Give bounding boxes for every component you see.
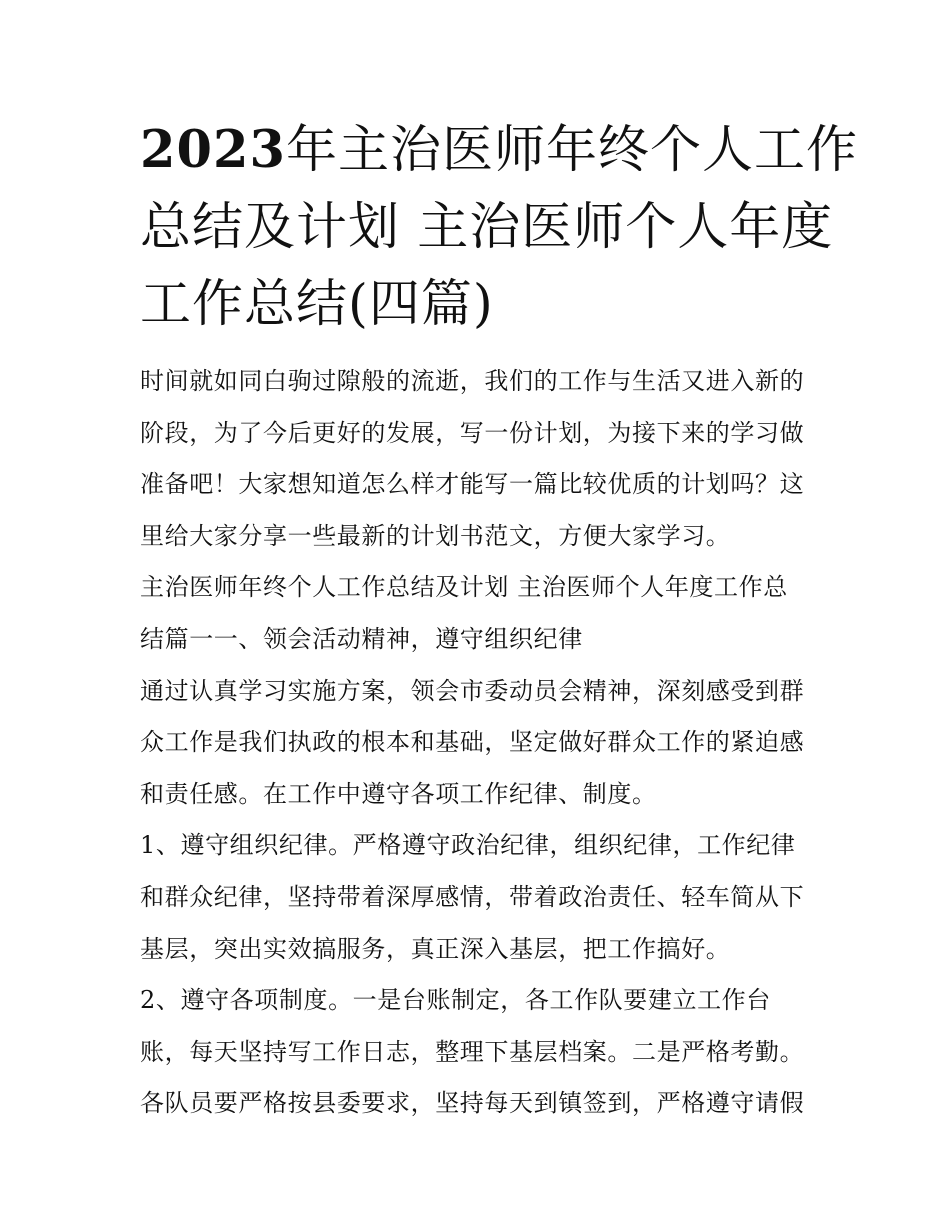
text-line: 通过认真学习实施方案，领会市委动员会精神，深刻感受到群	[140, 676, 805, 705]
text-line: 众工作是我们执政的根本和基础，坚定做好群众工作的紧迫感	[140, 728, 805, 757]
paragraph-item-1	[140, 820, 840, 975]
paragraph-section-heading	[140, 562, 840, 665]
title-line-1-text: 年主治医师年终个人工作	[285, 121, 858, 180]
text-line: 1、遵守组织纪律。严格遵守政治纪律，组织纪律，工作纪律	[140, 831, 796, 860]
title-line-2: 总结及计划 主治医师个人年度	[140, 198, 834, 257]
text-line: 准备吧！大家想知道怎么样才能写一篇比较优质的计划吗？这	[140, 470, 805, 499]
paragraph-study	[140, 666, 840, 821]
title-line-3: 工作总结(四篇)	[140, 275, 494, 334]
document-title	[140, 112, 858, 343]
text-line: 账，每天坚持写工作日志，整理下基层档案。二是严格考勤。	[140, 1037, 805, 1066]
text-line: 2、遵守各项制度。一是台账制定，各工作队要建立工作台	[140, 986, 771, 1015]
text-line: 结篇一一、领会活动精神，遵守组织纪律	[140, 624, 583, 653]
text-line: 和群众纪律，坚持带着深厚感情，带着政治责任、轻车简从下	[140, 882, 805, 911]
title-line-1	[140, 112, 858, 189]
text-line: 各队员要严格按县委要求，坚持每天到镇签到，严格遵守请假	[140, 1089, 805, 1118]
paragraph-intro	[140, 356, 840, 562]
text-line: 和责任感。在工作中遵守各项工作纪律、制度。	[140, 779, 657, 808]
document-body	[140, 356, 840, 1130]
text-line: 时间就如同白驹过隙般的流逝，我们的工作与生活又进入新的	[140, 367, 805, 395]
paragraph-item-2	[140, 975, 840, 1130]
text-line: 主治医师年终个人工作总结及计划 主治医师个人年度工作总	[140, 573, 788, 602]
text-line: 基层，突出实效搞服务，真正深入基层，把工作搞好。	[140, 934, 731, 963]
text-line: 里给大家分享一些最新的计划书范文，方便大家学习。	[140, 521, 731, 550]
text-line: 阶段，为了今后更好的发展，写一份计划，为接下来的学习做	[140, 418, 805, 447]
title-year: 2023	[140, 120, 286, 180]
